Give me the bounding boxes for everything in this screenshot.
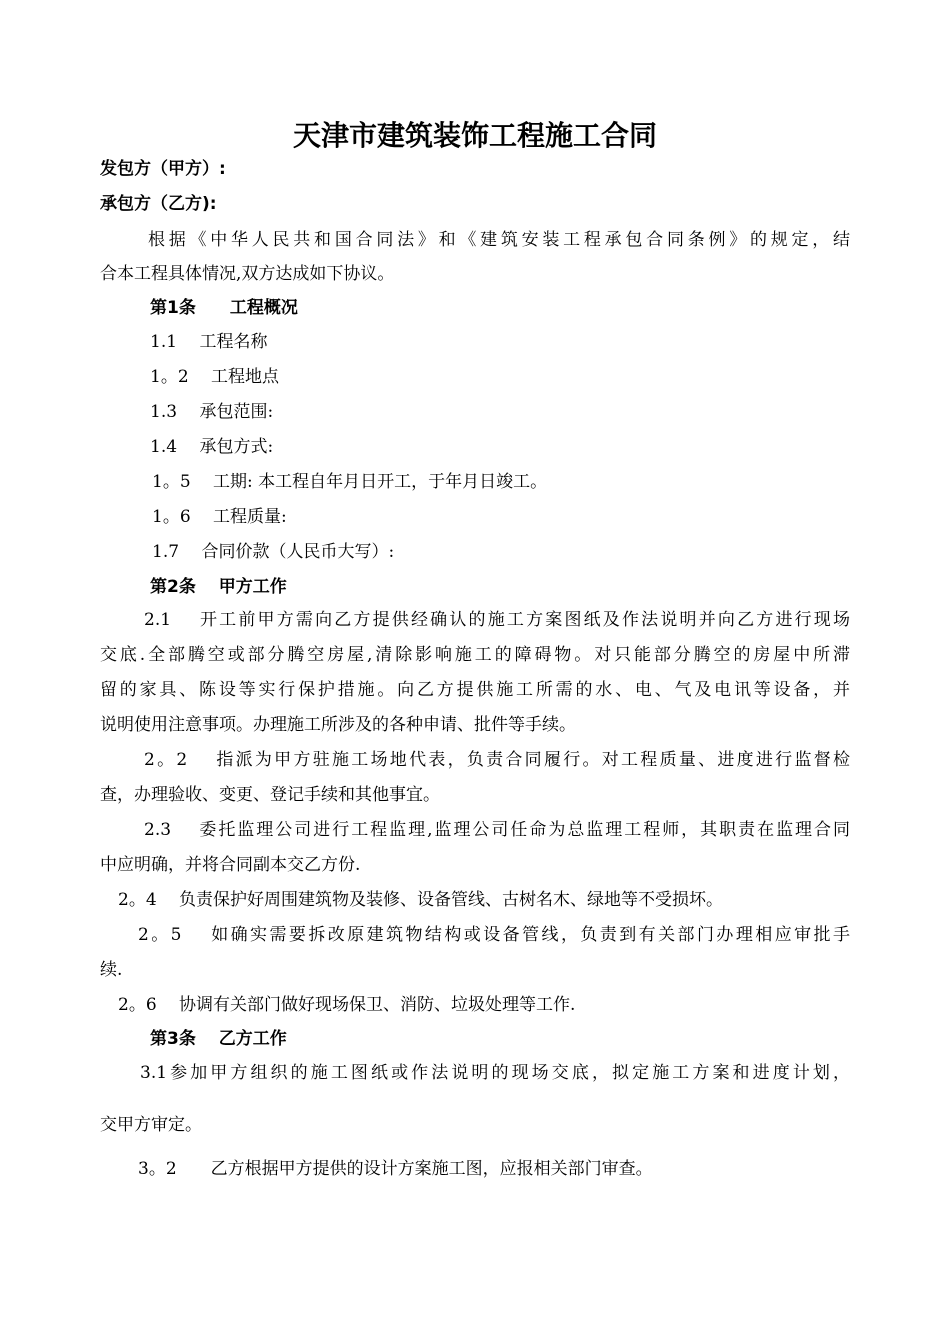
- article2-p3-line-1: 2.3 委托监理公司进行工程监理,监理公司任命为总监理工程师，其职责在监理合同: [144, 820, 850, 840]
- article3-p1-line-1: 3.1参加甲方组织的施工图纸或作法说明的现场交底，拟定施工方案和进度计划，: [140, 1063, 850, 1083]
- party-b-label: 承包方（乙方):: [100, 194, 217, 214]
- article3-p1-line-2: 交甲方审定。: [100, 1115, 202, 1135]
- article2-p2-line-2: 查，办理验收、变更、登记手续和其他事宜。: [100, 785, 440, 805]
- article1-item-4: 1.4 承包方式:: [150, 437, 274, 457]
- document-title: 天津市建筑装饰工程施工合同: [292, 119, 657, 152]
- article1-item-2: 1。2 工程地点: [150, 367, 280, 387]
- article2-heading: 第2条 甲方工作: [150, 577, 287, 597]
- article1-item-3: 1.3 承包范围:: [150, 402, 274, 422]
- article1-item-7: 1.7 合同价款（人民币大写）:: [152, 542, 395, 562]
- article3-heading: 第3条 乙方工作: [150, 1029, 287, 1049]
- article1-item-5: 1。5 工期: 本工程自年月日开工，于年月日竣工。: [152, 472, 548, 492]
- article2-p5-line-1: 2。5 如确实需要拆改原建筑物结构或设备管线，负责到有关部门办理相应审批手: [138, 925, 850, 945]
- article2-p5-line-2: 续.: [100, 960, 123, 980]
- article2-p1-line-4: 说明使用注意事项。办理施工所涉及的各种申请、批件等手续。: [100, 715, 576, 735]
- article2-p1-line-3: 留的家具、陈设等实行保护措施。向乙方提供施工所需的水、电、气及电讯等设备，并: [100, 680, 850, 700]
- article1-item-6: 1。6 工程质量:: [152, 507, 287, 527]
- article2-p4: 2。4 负责保护好周围建筑物及装修、设备管线、古树名木、绿地等不受损坏。: [118, 890, 724, 910]
- article2-p6: 2。6 协调有关部门做好现场保卫、消防、垃圾处理等工作.: [118, 995, 576, 1015]
- article2-p1-line-1: 2.1 开工前甲方需向乙方提供经确认的施工方案图纸及作法说明并向乙方进行现场: [144, 610, 850, 630]
- article2-p2-line-1: 2。2 指派为甲方驻施工场地代表，负责合同履行。对工程质量、进度进行监督检: [144, 750, 850, 770]
- intro-line-1: 根据《中华人民共和国合同法》和《建筑安装工程承包合同条例》的规定，结: [148, 230, 850, 250]
- article2-p1-line-2: 交底.全部腾空或部分腾空房屋,清除影响施工的障碍物。对只能部分腾空的房屋中所滞: [100, 645, 850, 665]
- article3-p2: 3。2 乙方根据甲方提供的设计方案施工图，应报相关部门审查。: [138, 1159, 653, 1179]
- intro-line-2: 合本工程具体情况,双方达成如下协议。: [100, 264, 395, 284]
- party-a-label: 发包方（甲方）:: [100, 159, 226, 179]
- article1-heading: 第1条 工程概况: [150, 298, 298, 318]
- article2-p3-line-2: 中应明确，并将合同副本交乙方份.: [100, 855, 361, 875]
- article1-item-1: 1.1 工程名称: [150, 332, 268, 352]
